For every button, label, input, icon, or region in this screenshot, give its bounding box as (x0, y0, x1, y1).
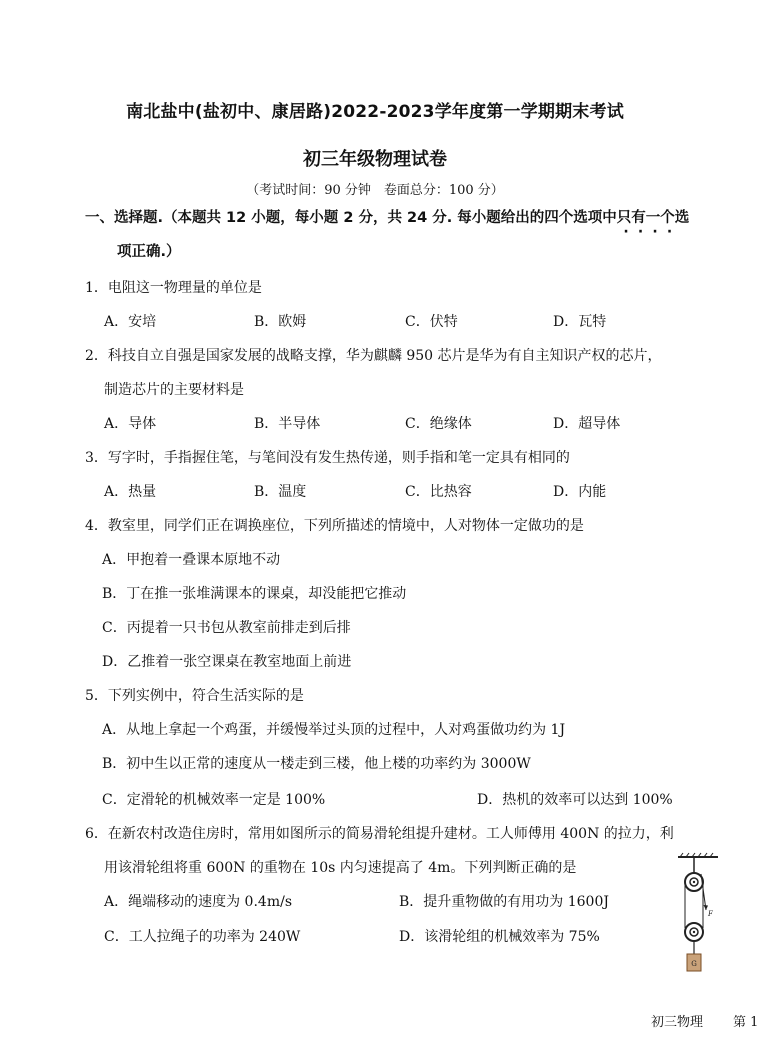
question-1-option-b: B．欧姆 (254, 314, 307, 330)
question-1-stem: 1．电阻这一物理量的单位是 (85, 280, 262, 296)
footer-page: 第 1 (733, 1015, 758, 1030)
section-heading-tail: 选 (674, 210, 690, 226)
question-6-stem: 6．在新农村改造住房时，常用如图所示的简易滑轮组提升建材。工人师傅用 400N 的拉力，利 (85, 826, 674, 842)
question-4-stem: 4．教室里，同学们正在调换座位，下列所描述的情境中，人对物体一定做功的是 (85, 518, 584, 534)
question-6-option-c: C．工人拉绳子的功率为 240W (104, 929, 301, 945)
question-1-option-a: A．安培 (104, 314, 157, 330)
question-2-option-c: C．绝缘体 (405, 416, 472, 432)
question-2-stem: 2．科技自立自强是国家发展的战略支撑，华为麒麟 950 芯片是华为有自主知识产权的芯片， (85, 348, 662, 364)
question-1-option-d: D．瓦特 (553, 314, 607, 330)
question-6-option-b: B．提升重物做的有用功为 1600J (399, 894, 609, 910)
exam-title: 南北盐中(盐初中、康居路)2022-2023学年度第一学期期末考试 (126, 102, 624, 122)
question-6-option-d: D．该滑轮组的机械效率为 75% (399, 929, 600, 945)
question-5-option-c: C．定滑轮的机械效率一定是 100% (102, 792, 326, 808)
footer-subject: 初三物理 (651, 1015, 704, 1030)
question-3-option-d: D．内能 (553, 484, 607, 500)
question-4-option-c: C．丙提着一只书包从教室前排走到后排 (102, 620, 351, 636)
question-2-option-a: A．导体 (104, 416, 157, 432)
ceiling-hatch (678, 853, 718, 857)
section-heading-text: 一、选择题.（本题共 12 小题，每小题 2 分，共 24 分. 每小题给出的四个选项中 (85, 210, 617, 226)
question-5-stem: 5．下列实例中，符合生活实际的是 (85, 688, 304, 704)
exam-info: （考试时间：90 分钟 卷面总分：100 分） (246, 183, 504, 198)
question-6-option-a: A．绳端移动的速度为 0.4m/s (104, 894, 293, 910)
force-label: F (708, 910, 713, 918)
question-3-option-c: C．比热容 (405, 484, 472, 500)
question-3-stem: 3．写字时，手指握住笔，与笔间没有发生热传递，则手指和笔一定具有相同的 (85, 450, 570, 466)
question-2-stem-cont: 制造芯片的主要材料是 (104, 382, 244, 398)
question-5-option-d: D．热机的效率可以达到 100% (477, 792, 673, 808)
question-2-option-d: D．超导体 (553, 416, 621, 432)
question-4-option-b: B．丁在推一张堆满课本的课桌，却没能把它推动 (102, 586, 407, 602)
emphasis-char: 只 (616, 210, 632, 226)
emphasis-char: 有 (631, 210, 646, 226)
weight-label: G (691, 960, 697, 968)
exam-subtitle: 初三年级物理试卷 (303, 149, 447, 170)
emphasis-char: 个 (660, 210, 675, 226)
question-1-option-c: C．伏特 (405, 314, 458, 330)
pulley-figure (668, 852, 728, 980)
question-4-option-a: A．甲抱着一叠课本原地不动 (102, 552, 281, 568)
section-heading-cont: 项正确.） (117, 244, 181, 260)
emphasis-char: 一 (645, 210, 661, 226)
section-heading (85, 206, 689, 227)
question-5-option-b: B．初中生以正常的速度从一楼走到三楼，他上楼的功率约为 3000W (102, 756, 531, 772)
question-2-option-b: B．半导体 (254, 416, 321, 432)
question-3-option-a: A．热量 (104, 484, 157, 500)
question-6-stem-cont: 用该滑轮组将重 600N 的重物在 10s 内匀速提高了 4m。下列判断正确的是 (104, 860, 577, 876)
question-5-option-a: A．从地上拿起一个鸡蛋，并缓慢举过头顶的过程中，人对鸡蛋做功约为 1J (102, 722, 566, 738)
question-3-option-b: B．温度 (254, 484, 307, 500)
question-4-option-d: D．乙推着一张空课桌在教室地面上前进 (102, 654, 352, 670)
